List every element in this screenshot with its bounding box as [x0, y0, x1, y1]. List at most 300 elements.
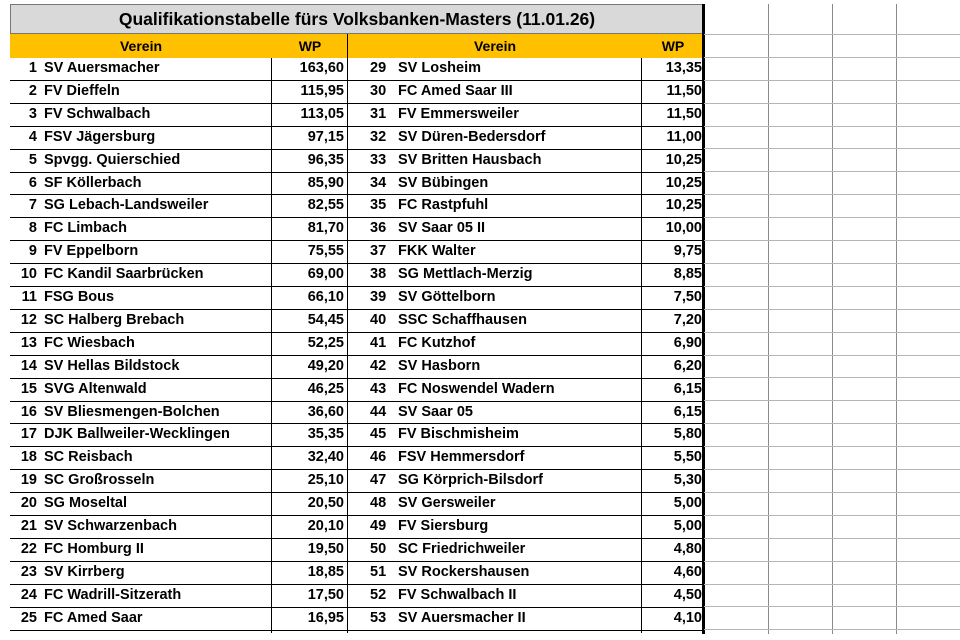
row-separator	[642, 286, 702, 287]
rank-right: 42	[370, 357, 387, 374]
club-name-left: FC Wadrill-Sitzerath	[44, 586, 182, 603]
rank-left: 10	[20, 266, 37, 283]
club-name-right: SC Friedrichweiler	[398, 540, 526, 557]
rank-left: 21	[20, 518, 37, 534]
row-separator	[348, 378, 642, 379]
row-separator	[10, 263, 272, 264]
table-row	[0, 240, 704, 263]
club-name-right: FV Schwalbach II	[398, 586, 517, 603]
row-separator	[10, 332, 272, 333]
row-separator	[642, 561, 702, 562]
row-separator	[642, 538, 702, 539]
row-separator	[10, 103, 272, 104]
club-name-left: FSG Bous	[44, 289, 115, 305]
rank-left: 5	[28, 151, 37, 168]
row-separator	[272, 378, 348, 379]
points-left: 97,15	[307, 128, 344, 145]
table-row	[0, 126, 704, 149]
table-row	[0, 103, 704, 126]
row-separator	[642, 355, 702, 356]
rank-left: 18	[20, 449, 37, 466]
points-right: 7,20	[673, 311, 702, 328]
row-separator	[10, 355, 272, 356]
row-separator	[348, 401, 642, 402]
rank-left: 22	[20, 540, 37, 557]
rank-left: 7	[28, 197, 37, 214]
row-separator	[642, 126, 702, 127]
rank-left: 15	[20, 380, 37, 397]
points-right: 13,35	[665, 60, 702, 76]
row-separator	[10, 584, 272, 585]
row-separator	[642, 446, 702, 447]
table-row	[0, 469, 704, 492]
grid-row-line	[704, 80, 960, 81]
rank-right: 37	[370, 243, 387, 260]
club-name-right: FV Emmersweiler	[398, 105, 519, 122]
row-separator	[10, 149, 272, 150]
row-separator	[348, 309, 642, 310]
row-separator	[272, 194, 348, 195]
grid-row-line	[704, 492, 960, 493]
rank-left: 1	[28, 60, 37, 76]
rank-left: 9	[28, 243, 37, 260]
row-separator	[348, 423, 642, 424]
points-right: 5,80	[673, 426, 702, 443]
rank-right: 38	[370, 266, 387, 283]
row-separator	[10, 446, 272, 447]
club-name-right: SSC Schaffhausen	[398, 311, 527, 328]
club-name-left: FC Amed Saar	[44, 609, 143, 626]
club-name-right: SG Mettlach-Merzig	[398, 266, 533, 283]
points-right: 5,50	[673, 449, 702, 466]
club-name-right: SV Saar 05	[398, 403, 473, 420]
row-separator	[272, 332, 348, 333]
club-name-left: Spvgg. Quierschied	[44, 151, 181, 168]
grid-row-line	[704, 171, 960, 172]
table-row	[0, 401, 704, 424]
row-separator	[642, 172, 702, 173]
row-separator	[348, 80, 642, 81]
row-separator	[348, 584, 642, 585]
points-right: 10,25	[665, 174, 702, 191]
grid-row-line	[704, 400, 960, 401]
points-left: 20,10	[307, 518, 344, 534]
empty-grid	[704, 4, 960, 634]
club-name-right: FC Kutzhof	[398, 334, 476, 351]
points-left: 49,20	[307, 357, 344, 374]
rank-left: 12	[20, 311, 37, 328]
points-right: 6,90	[673, 334, 702, 351]
rank-right: 31	[370, 105, 387, 122]
row-separator	[348, 446, 642, 447]
row-separator	[10, 607, 272, 608]
rank-left: 4	[28, 128, 37, 145]
row-separator	[10, 240, 272, 241]
rank-right: 53	[370, 609, 387, 626]
rank-left: 17	[20, 426, 37, 443]
header-points-right: WP	[642, 34, 704, 58]
club-name-right: FV Bischmisheim	[398, 426, 519, 443]
club-name-left: SG Moseltal	[44, 495, 127, 512]
points-right: 5,00	[673, 495, 702, 512]
grid-row-line	[704, 263, 960, 264]
row-separator	[10, 309, 272, 310]
row-separator	[10, 515, 272, 516]
grid-row-line	[704, 629, 960, 630]
club-name-left: SV Kirrberg	[44, 563, 125, 580]
points-right: 6,15	[673, 403, 702, 420]
grid-row-line	[704, 469, 960, 470]
table-title: Qualifikationstabelle fürs Volksbanken-Masters (11.01.26)	[10, 4, 704, 34]
table-row	[0, 378, 704, 401]
row-separator	[272, 149, 348, 150]
row-separator	[272, 469, 348, 470]
row-separator	[272, 607, 348, 608]
grid-row-line	[704, 309, 960, 310]
table-row	[0, 492, 704, 515]
row-separator	[10, 172, 272, 173]
row-separator	[642, 469, 702, 470]
club-name-left: SVG Altenwald	[44, 380, 147, 397]
row-separator	[272, 263, 348, 264]
table-row	[0, 355, 704, 378]
rank-right: 30	[370, 82, 387, 99]
row-separator	[272, 515, 348, 516]
grid-column-line	[832, 4, 833, 634]
row-separator	[272, 217, 348, 218]
row-separator	[348, 492, 642, 493]
club-name-right: SG Körprich-Bilsdorf	[398, 472, 544, 489]
club-name-right: FC Noswendel Wadern	[398, 380, 555, 397]
row-separator	[642, 240, 702, 241]
points-right: 5,00	[673, 518, 702, 534]
points-left: 163,60	[299, 60, 344, 76]
club-name-right: FC Rastpfuhl	[398, 197, 489, 214]
club-name-left: SV Hellas Bildstock	[44, 357, 180, 374]
points-right: 4,10	[673, 609, 702, 626]
rank-left: 24	[20, 586, 37, 603]
points-left: 20,50	[307, 495, 344, 512]
rank-right: 48	[370, 495, 387, 512]
club-name-right: SV Britten Hausbach	[398, 151, 542, 168]
points-right: 4,50	[673, 586, 702, 603]
header-points-left: WP	[272, 34, 348, 58]
club-name-right: FV Siersburg	[398, 518, 489, 534]
row-separator	[348, 607, 642, 608]
grid-column-line	[768, 4, 769, 634]
club-name-left: FV Dieffeln	[44, 82, 120, 99]
row-separator	[272, 584, 348, 585]
rank-left: 16	[20, 403, 37, 420]
header-divider	[347, 34, 348, 58]
row-separator	[348, 103, 642, 104]
grid-row-line	[704, 606, 960, 607]
rank-right: 46	[370, 449, 387, 466]
points-left: 52,25	[307, 334, 344, 351]
row-separator	[642, 492, 702, 493]
row-separator	[642, 309, 702, 310]
club-name-right: SV Bübingen	[398, 174, 489, 191]
club-name-right: SV Rockershausen	[398, 563, 530, 580]
points-left: 32,40	[307, 449, 344, 466]
rank-left: 14	[20, 357, 37, 374]
row-separator	[348, 194, 642, 195]
points-left: 115,95	[300, 82, 344, 99]
rank-right: 40	[370, 311, 387, 328]
rank-right: 34	[370, 174, 387, 191]
row-separator	[10, 80, 272, 81]
row-separator	[348, 515, 642, 516]
grid-row-line	[704, 57, 960, 58]
row-separator	[272, 80, 348, 81]
grid-row-line	[704, 126, 960, 127]
points-left: 66,10	[307, 289, 344, 305]
table-row	[0, 80, 704, 103]
points-right: 9,75	[673, 243, 702, 260]
row-separator	[348, 263, 642, 264]
points-left: 19,50	[307, 540, 344, 557]
header-club-right: Verein	[348, 34, 642, 58]
table-row	[0, 446, 704, 469]
table-row	[0, 149, 704, 172]
rank-right: 41	[370, 334, 387, 351]
rank-left: 2	[28, 82, 37, 99]
club-name-left: FC Homburg II	[44, 540, 144, 557]
club-name-left: SC Großrosseln	[44, 472, 155, 489]
grid-row-line	[704, 538, 960, 539]
club-name-left: SG Lebach-Landsweiler	[44, 197, 209, 214]
points-left: 75,55	[307, 243, 344, 260]
rank-left: 13	[20, 334, 37, 351]
club-name-left: FC Kandil Saarbrücken	[44, 266, 204, 283]
row-separator	[10, 561, 272, 562]
club-name-right: SV Losheim	[398, 60, 481, 76]
grid-column-line	[896, 4, 897, 634]
club-name-right: SV Saar 05 II	[398, 220, 486, 237]
table-row	[0, 515, 704, 538]
points-left: 16,95	[307, 609, 344, 626]
rank-left: 6	[28, 174, 37, 191]
points-left: 82,55	[307, 197, 344, 214]
club-name-right: FSV Hemmersdorf	[398, 449, 525, 466]
rank-left: 23	[20, 563, 37, 580]
points-right: 10,25	[665, 197, 702, 214]
grid-row-line	[704, 217, 960, 218]
points-left: 18,85	[307, 563, 344, 580]
points-right: 4,80	[673, 540, 702, 557]
row-separator	[642, 332, 702, 333]
grid-row-line	[704, 515, 960, 516]
row-separator	[272, 309, 348, 310]
rank-left: 20	[20, 495, 37, 512]
club-name-right: FC Amed Saar III	[398, 82, 513, 99]
row-separator	[642, 401, 702, 402]
grid-row-line	[704, 446, 960, 447]
row-separator	[272, 103, 348, 104]
club-name-right: SV Gersweiler	[398, 495, 496, 512]
rank-right: 49	[370, 518, 387, 534]
row-separator	[348, 172, 642, 173]
row-separator	[348, 149, 642, 150]
table-row	[0, 286, 704, 309]
grid-row-line	[704, 194, 960, 195]
points-right: 5,30	[673, 472, 702, 489]
rank-right: 44	[370, 403, 387, 420]
row-separator	[272, 492, 348, 493]
club-name-left: FC Limbach	[44, 220, 127, 237]
grid-row-line	[704, 423, 960, 424]
row-separator	[642, 217, 702, 218]
points-right: 8,85	[673, 266, 702, 283]
rank-right: 43	[370, 380, 387, 397]
row-separator	[10, 378, 272, 379]
grid-row-line	[704, 332, 960, 333]
grid-row-line	[704, 584, 960, 585]
row-separator	[642, 194, 702, 195]
club-name-left: SV Schwarzenbach	[44, 518, 177, 534]
row-separator	[10, 469, 272, 470]
row-separator	[642, 378, 702, 379]
row-separator	[272, 446, 348, 447]
row-separator	[348, 240, 642, 241]
row-separator	[348, 355, 642, 356]
row-separator	[272, 538, 348, 539]
row-separator	[272, 401, 348, 402]
row-separator	[10, 630, 272, 631]
grid-row-line	[704, 286, 960, 287]
points-left: 54,45	[307, 311, 344, 328]
row-separator	[10, 538, 272, 539]
club-name-left: SC Halberg Brebach	[44, 311, 185, 328]
rank-right: 45	[370, 426, 387, 443]
rank-right: 35	[370, 197, 387, 214]
club-name-right: SV Hasborn	[398, 357, 481, 374]
row-separator	[272, 423, 348, 424]
grid-row-line	[704, 355, 960, 356]
grid-row-line	[704, 148, 960, 149]
row-separator	[10, 286, 272, 287]
club-name-right: FKK Walter	[398, 243, 476, 260]
grid-row-line	[704, 34, 960, 35]
points-left: 96,35	[307, 151, 344, 168]
row-separator	[272, 286, 348, 287]
grid-row-line	[704, 240, 960, 241]
row-separator	[272, 561, 348, 562]
rank-right: 47	[370, 472, 387, 489]
rank-right: 32	[370, 128, 387, 145]
row-separator	[642, 607, 702, 608]
points-left: 69,00	[307, 266, 344, 283]
points-right: 11,50	[666, 82, 702, 99]
table-row	[0, 309, 704, 332]
points-left: 46,25	[307, 380, 344, 397]
table-row	[0, 194, 704, 217]
row-separator	[642, 630, 702, 631]
row-separator	[10, 126, 272, 127]
row-separator	[348, 286, 642, 287]
row-separator	[348, 538, 642, 539]
club-name-left: SV Bliesmengen-Bolchen	[44, 403, 220, 420]
club-name-left: FSV Jägersburg	[44, 128, 156, 145]
points-right: 10,00	[665, 220, 702, 237]
grid-row-line	[704, 103, 960, 104]
club-name-left: SV Auersmacher	[44, 60, 160, 76]
table-row	[0, 607, 704, 630]
rank-left: 8	[28, 220, 37, 237]
rank-left: 11	[21, 289, 37, 305]
grid-row-line	[704, 377, 960, 378]
row-separator	[272, 172, 348, 173]
club-name-right: SV Auersmacher II	[398, 609, 526, 626]
points-right: 6,15	[673, 380, 702, 397]
row-separator	[348, 630, 642, 631]
row-separator	[10, 194, 272, 195]
club-name-right: SV Göttelborn	[398, 289, 496, 305]
table-row	[0, 332, 704, 355]
rank-right: 50	[370, 540, 387, 557]
table-row	[0, 172, 704, 195]
row-separator	[348, 332, 642, 333]
rank-left: 3	[28, 105, 37, 122]
row-separator	[272, 630, 348, 631]
row-separator	[272, 355, 348, 356]
points-left: 25,10	[307, 472, 344, 489]
row-separator	[348, 561, 642, 562]
row-separator	[272, 126, 348, 127]
row-separator	[348, 469, 642, 470]
header-club-left: Verein	[10, 34, 272, 58]
row-separator	[10, 423, 272, 424]
points-left: 36,60	[307, 403, 344, 420]
row-separator	[348, 217, 642, 218]
points-right: 11,50	[666, 105, 702, 122]
table-row	[0, 423, 704, 446]
club-name-left: FC Wiesbach	[44, 334, 135, 351]
rank-right: 52	[370, 586, 387, 603]
rank-left: 19	[20, 472, 37, 489]
table-row	[0, 263, 704, 286]
rank-right: 36	[370, 220, 387, 237]
points-right: 10,25	[665, 151, 702, 168]
table-row	[0, 217, 704, 240]
grid-row-line	[704, 561, 960, 562]
club-name-left: FV Eppelborn	[44, 243, 139, 260]
points-left: 113,05	[300, 105, 344, 122]
points-left: 85,90	[307, 174, 344, 191]
row-separator	[642, 584, 702, 585]
table-row	[0, 584, 704, 607]
club-name-right: SV Düren-Bedersdorf	[398, 128, 546, 145]
points-right: 11,00	[666, 128, 702, 145]
table-row	[0, 561, 704, 584]
points-left: 17,50	[307, 586, 344, 603]
rank-right: 29	[370, 60, 387, 76]
row-separator	[10, 401, 272, 402]
club-name-left: SF Köllerbach	[44, 174, 142, 191]
row-separator	[272, 240, 348, 241]
points-right: 7,50	[673, 289, 702, 305]
points-left: 35,35	[307, 426, 344, 443]
rank-right: 33	[370, 151, 387, 168]
club-name-left: FV Schwalbach	[44, 105, 151, 122]
row-separator	[642, 149, 702, 150]
points-right: 6,20	[673, 357, 702, 374]
row-separator	[10, 217, 272, 218]
table-row	[0, 57, 704, 80]
row-separator	[348, 126, 642, 127]
row-separator	[642, 515, 702, 516]
rank-left: 25	[20, 609, 37, 626]
